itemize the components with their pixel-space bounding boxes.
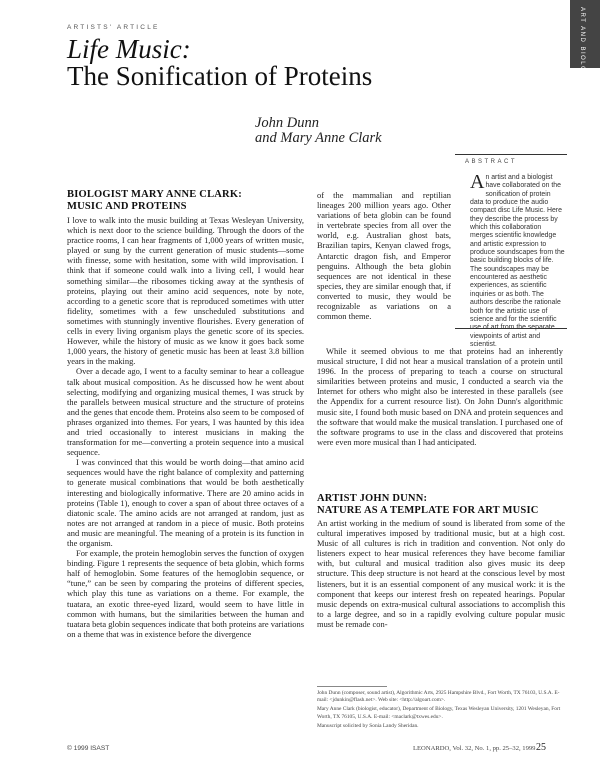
right-narrow-column — [317, 190, 451, 321]
page-number: 25 — [536, 742, 546, 753]
section1-heading-line-2: MUSIC AND PROTEINS — [67, 201, 187, 212]
paragraph: I love to walk into the music building at Texas Wesleyan University, which is next door to the science building. Through the doors of the practice rooms, I can hear fragments of 1,000 years of written music, played or sung by the current generation of music students—some with finesse, some with hesitation, some with wild improvisation. I think that if someone could walk into a living cell, I would hear something similar—the ribosomes ticking away at the synthesis of proteins, playing out their amino acid sequences, note by note, according to a genetic score that is reproduced sometimes with utter fidelity, sometimes with a few unscheduled substitutions and sometimes with stunningly inventive flourishes. Every generation of cells in every living organism plays the genetic score of its species. However, while the history of music as we know it goes back some 1,000 years, the history of genetic music has been at least 3.8 billion years in the making. — [67, 215, 304, 367]
abstract-label: ABSTRACT — [465, 159, 518, 165]
article-kicker: ARTISTS' ARTICLE — [67, 24, 160, 31]
article-title — [67, 36, 372, 90]
footnotes — [317, 690, 563, 732]
author-block — [255, 116, 382, 146]
paragraph: Over a decade ago, I went to a faculty seminar to hear a colleague talk about musical composition. As he discussed how he went about selecting, modifying and organizing musical themes, I was struck by the parallels between musical structure and the structure of proteins and the genes that encode them. Proteins also seem to be composed of phrases organized into themes. For years, I was haunted by this idea and tried occasionally to interest musicians in making the transformation for me—converting a protein sequence into a musical sequence. — [67, 366, 304, 458]
left-column — [67, 189, 304, 639]
section2-body — [317, 518, 565, 629]
footnote: Manuscript solicited by Sonia Landy Sheridan. — [317, 722, 419, 729]
paragraph: An artist working in the medium of sound is liberated from some of the cultural imperatives imposed by traditional music, but at a high cost. Music of all cultures is rich in tradition and convention. Not only do listeners expect to hear musical references they have become familiar with, but cultural and musical tradition also gives music its deep structure. This deep structure is not heard at the conscious level by most listeners, but it is an essential component of any musical work: it is the component that keeps our interest fresh on repeated hearings. Popular music depends on extra-musical cultural associations to accomplish this to a large degree, and so in a rapidly evolving culture popular music must be remade con- — [317, 518, 565, 629]
copyright: © 1999 ISAST — [67, 745, 110, 752]
paragraph: While it seemed obvious to me that proteins had an inherently musical structure, I did not hear a musical translation of a protein until 1996. In the process of preparing to teach a course on structural similarities between proteins and music, I conducted a search via the Internet for others who might also be interested in these parallels (see the Appendix for a current resource list). On John Dunn's algorithmic music site, I found both music based on DNA and protein sequences and the software that would make the musical translation. I purchased one of the software programs to use in the class and discovered that proteins were even more musical than I had anticipated. — [317, 346, 563, 447]
paragraph: For example, the protein hemoglobin serves the function of oxygen binding. Figure 1 represents the sequence of beta globin, which forms half of hemoglobin. Some features of the hemoglobin sequence, or “tune,” can be seen by comparing the proteins of different species, which play this tune as variations on a theme. For example, the tuatara, an exotic three-eyed lizard, would seem to have little in common with humans, but the similarities between the human and tuatara beta globin sequences indicate that both proteins are variations on a theme that was in existence before the divergence — [67, 548, 304, 639]
section2-heading-line-2: NATURE AS A TEMPLATE FOR ART MUSIC — [317, 505, 539, 516]
footnote: Mary Anne Clark (biologist, educator), Department of Biology, Texas Wesleyan University, 1201 Wesleyan, Fort Worth, TX 76105, U.S.A. E-mail: <maclark@txwes.edu>. — [317, 706, 561, 720]
author-line-1: John Dunn — [255, 115, 320, 131]
title-line-1: Life Music: — [67, 34, 191, 64]
abstract-bottom-rule — [455, 328, 567, 329]
journal-citation: LEONARDO, Vol. 32, No. 1, pp. 25–32, 1999 — [413, 745, 536, 752]
right-wide-column — [317, 346, 563, 447]
section1-heading — [67, 189, 304, 213]
title-line-2: The Sonification of Proteins — [67, 61, 373, 91]
section1-heading-line-1: BIOLOGIST MARY ANNE CLARK: — [67, 189, 242, 200]
abstract-text — [470, 171, 565, 349]
author-line-2: and Mary Anne Clark — [255, 130, 382, 146]
abstract-drop-cap: A — [470, 171, 485, 193]
paragraph: I was convinced that this would be worth doing—that amino acid sequences would have the right balance of complexity and patterning to generate musical combinations that would be both aesthetically interesting and biologically informative. There are 20 amino acids in proteins (Table 1), enough to cover a span of about three octaves of a diatonic scale. The amino acids are not arranged at random, just as notes are not arranged at random in a piece of music. Both proteins and music are meaningful. The meaning of a protein is its function in the organism. — [67, 457, 304, 548]
footnote-rule — [317, 686, 387, 687]
side-tab-label: ART AND BIOLOGY — [579, 7, 585, 84]
paragraph: of the mammalian and reptilian lineages 200 million years ago. Other variations of beta globin can be found in vertebrate species from all over the world, e.g. Australian ghost bats, Brazilian tapirs, Kenyan clawed frogs, Antarctic dragon fish, and Emperor penguins. Although the beta globin sequences are not identical in these species, they are similar enough that, if converted to music, they would be recognizable as variations on a common theme. — [317, 190, 451, 322]
abstract-top-rule — [455, 154, 567, 155]
abstract-body: n artist and a biologist have collaborated on the sonification of protein data to produce the audio compact disc Life Music. Here they describe the process by which this collaboration merges scientific knowledge and artistic expression to produce soundscapes from the basic building blocks of life. The soundscapes may be encountered as aesthetic experiences, as scientific inquiries or as both. The authors describe the rationale both for the artistic use of science and for the scientific use of art from the separate viewpoints of artist and scientist. — [470, 174, 565, 348]
section2-heading — [317, 493, 567, 517]
section-side-tab — [570, 0, 600, 84]
section2-heading-line-1: ARTIST JOHN DUNN: — [317, 493, 428, 504]
footnote: John Dunn (composer, sound artist), Algorithmic Arts, 2925 Hampshire Blvd., Fort Worth, TX 76103, U.S.A. E-mail: <jdunkin@flash.net>. Web site: <http://algoart.com>. — [317, 690, 560, 704]
